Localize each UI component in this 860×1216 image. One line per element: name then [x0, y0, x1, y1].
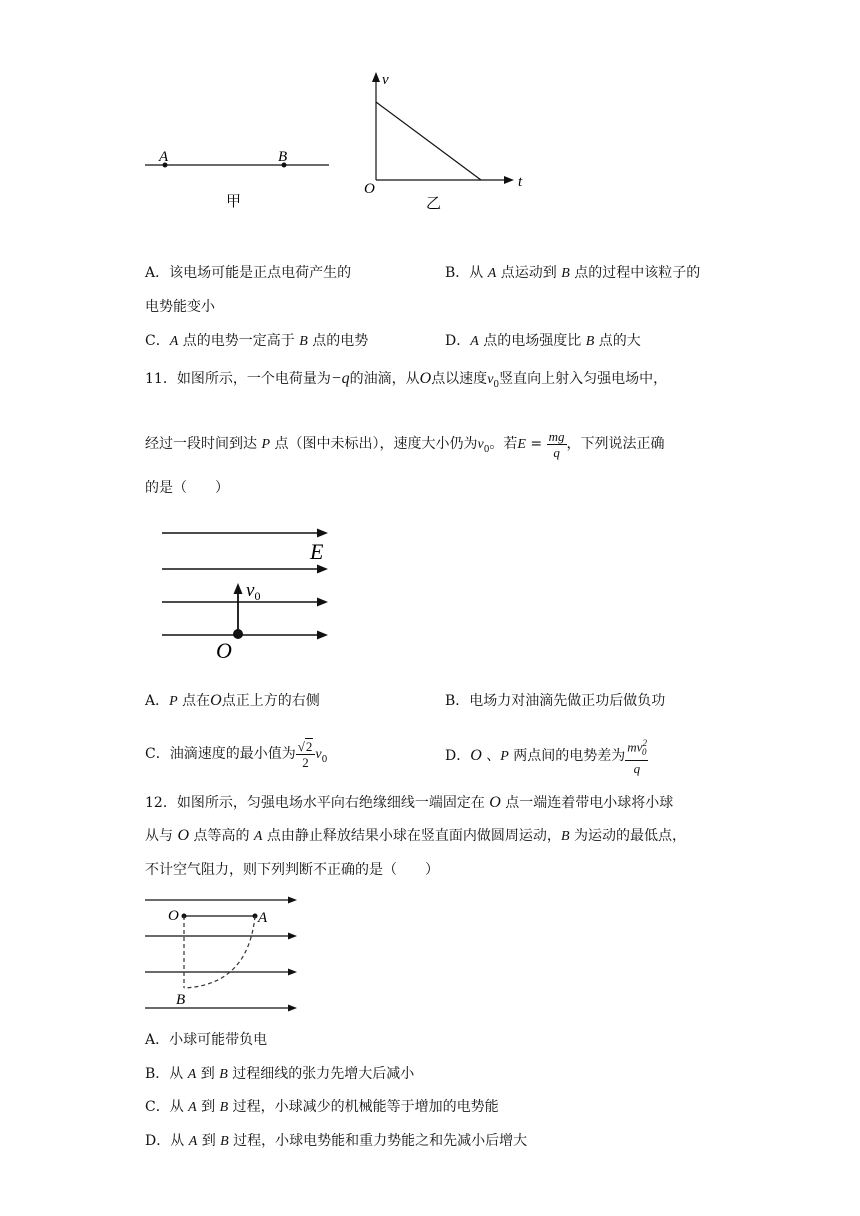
text: C．	[145, 333, 170, 349]
velocity-label: $v_0$	[246, 580, 261, 603]
text: 两点间的电势差为	[508, 747, 626, 764]
fraction-mg-q	[547, 429, 567, 460]
text: 到	[197, 1133, 221, 1149]
q10-option-d	[445, 331, 641, 352]
label-a: A	[258, 910, 268, 926]
text: 经过一段时间到达	[145, 436, 262, 452]
var-o: O	[210, 692, 222, 709]
q11-option-b: B．电场力对油滴先做正功后做负功	[445, 693, 666, 709]
t-axis-arrow	[504, 176, 514, 184]
point-a-label: A	[159, 149, 169, 165]
q11-option-d	[445, 736, 648, 776]
text: 、	[481, 747, 501, 764]
t-axis-label: t	[518, 174, 523, 190]
point-b-label: B	[278, 149, 288, 165]
text: 点的大	[594, 333, 641, 349]
text: 11．如图所示，一个电荷量为	[145, 371, 331, 387]
q12-stem-line2	[145, 826, 686, 847]
v-axis-arrow	[372, 72, 380, 82]
var-b: B	[299, 334, 308, 349]
var-e: E	[517, 437, 526, 452]
text: 竖直向上射入匀强电场中，	[499, 371, 668, 387]
field-arrow-2	[317, 565, 328, 574]
text: ，下列说法正确	[566, 436, 665, 452]
text: 过程，小球电势能和重力势能之和先减小后增大	[228, 1133, 528, 1149]
denominator: 2	[302, 755, 309, 770]
q12-stem-line1	[145, 793, 673, 813]
q10-option-b-cont: 电势能变小	[145, 299, 215, 315]
superscript: 2	[642, 738, 647, 748]
var-p: P	[500, 748, 509, 764]
mv: mv	[627, 739, 643, 755]
text: 点在	[177, 693, 211, 709]
subscript: 0	[483, 444, 490, 455]
text: 点（图中未标出），速度大小仍为	[270, 436, 478, 452]
text: 点以速度	[431, 371, 488, 387]
fraction-mv0sq-over-q	[625, 736, 648, 776]
var-o: O	[489, 794, 501, 811]
text: 点正上方的右侧	[221, 693, 320, 709]
text: 点的电势	[307, 333, 369, 349]
var-b: B	[219, 1100, 229, 1115]
field-arrow-4	[317, 631, 328, 640]
label-o: O	[168, 908, 179, 924]
var-b: B	[219, 1067, 228, 1082]
text: 过程，小球减少的机械能等于增加的电势能	[228, 1099, 499, 1115]
text: 的油滴，从	[349, 371, 420, 387]
var-v: v	[487, 372, 494, 387]
q12-option-c	[145, 1097, 499, 1118]
origin-label: O	[364, 181, 375, 197]
text: 为运动的最低点，	[569, 828, 686, 844]
var-a: A	[169, 334, 179, 349]
var-v: v	[315, 747, 322, 762]
text: B．从	[445, 265, 488, 281]
text: 点的过程中该粒子的	[569, 265, 701, 281]
var-a: A	[470, 334, 479, 349]
var-o: O	[419, 370, 432, 387]
text: D．	[445, 333, 471, 349]
oil-drop	[233, 629, 243, 639]
var-a: A	[253, 829, 263, 844]
v-axis-label: v	[382, 72, 389, 88]
field-arrow-4	[288, 1005, 297, 1012]
field-arrow-3	[317, 598, 328, 607]
var-b: B	[560, 829, 570, 844]
q12-option-d	[145, 1131, 527, 1152]
var-a: A	[188, 1100, 197, 1115]
var-v: v	[477, 437, 484, 452]
var-a: A	[487, 266, 497, 281]
text: 到	[196, 1099, 220, 1115]
text: C．油滴速度的最小值为	[145, 746, 296, 762]
var-q: −q	[330, 370, 350, 387]
text: 12．如图所示，匀强电场水平向右绝缘细线一端固定在	[145, 795, 490, 811]
var-a: A	[187, 1067, 197, 1082]
figure-q10	[0, 0, 860, 230]
figure-q12	[140, 890, 310, 1020]
q11-option-c	[145, 736, 327, 778]
q12-stem-line3: 不计空气阻力，则下列判断不正确的是（ ）	[145, 862, 439, 878]
var-o: O	[177, 827, 190, 844]
denominator: q	[553, 444, 560, 460]
text: D．从	[145, 1133, 189, 1149]
numerator: √2	[296, 738, 316, 755]
text: 点的电场强度比	[478, 333, 586, 349]
text: 点等高的	[189, 828, 254, 844]
caption-jia: 甲	[226, 194, 242, 210]
radicand: 2	[305, 739, 313, 754]
dashed-arc-ab	[184, 916, 255, 988]
subscript: 0	[493, 379, 500, 390]
caption-yi: 乙	[426, 196, 442, 212]
denominator: q	[633, 760, 641, 776]
field-label-e: E	[310, 539, 324, 564]
field-arrow-1	[317, 529, 328, 538]
field-arrow-3	[288, 969, 297, 976]
var-p: P	[261, 437, 271, 452]
var-b: B	[561, 266, 570, 281]
var-p: P	[169, 694, 178, 709]
text: D．	[445, 747, 471, 764]
var-b: B	[585, 334, 595, 349]
q11-stem-line3: 的是（ ）	[145, 480, 229, 496]
text: 点由静止释放结果小球在竖直面内做圆周运动，	[262, 828, 561, 844]
vt-graph-line	[376, 102, 481, 180]
q12-option-b	[145, 1064, 414, 1085]
var-b: B	[220, 1134, 229, 1149]
subscript: 0	[641, 746, 647, 757]
label-b: B	[176, 992, 186, 1008]
text: C．从	[145, 1099, 189, 1115]
text: A．	[145, 693, 170, 709]
var-a: A	[188, 1134, 198, 1149]
text: 点一端连着带电小球将小球	[500, 795, 674, 811]
q11-option-a	[145, 691, 320, 712]
figure-q11	[150, 520, 350, 670]
text: 过程细线的张力先增大后减小	[227, 1066, 415, 1082]
var-o: O	[470, 746, 482, 764]
field-arrow-2	[288, 933, 297, 940]
text: 。若	[489, 436, 518, 452]
field-arrow-1	[288, 897, 297, 904]
subscript: 0	[321, 754, 328, 765]
text: B．从	[145, 1066, 188, 1082]
text: 点的电势一定高于	[178, 333, 300, 349]
origin-label-o: O	[216, 638, 232, 663]
q11-stem-line2	[145, 427, 665, 467]
text: 从与	[145, 828, 178, 844]
q12-option-a: A．小球可能带负电	[145, 1032, 268, 1048]
text: 到	[196, 1066, 220, 1082]
fraction-sqrt2-over-2	[296, 738, 316, 770]
equals: =	[525, 436, 547, 452]
text: 点运动到	[496, 265, 562, 281]
q10-option-c	[145, 331, 368, 352]
numerator: mg	[548, 428, 565, 444]
q10-option-a: A．该电场可能是正点电荷产生的	[145, 265, 352, 281]
velocity-arrow	[234, 583, 243, 594]
q11-stem-line1	[145, 369, 667, 395]
numerator	[625, 736, 648, 761]
q10-option-b	[445, 263, 700, 284]
